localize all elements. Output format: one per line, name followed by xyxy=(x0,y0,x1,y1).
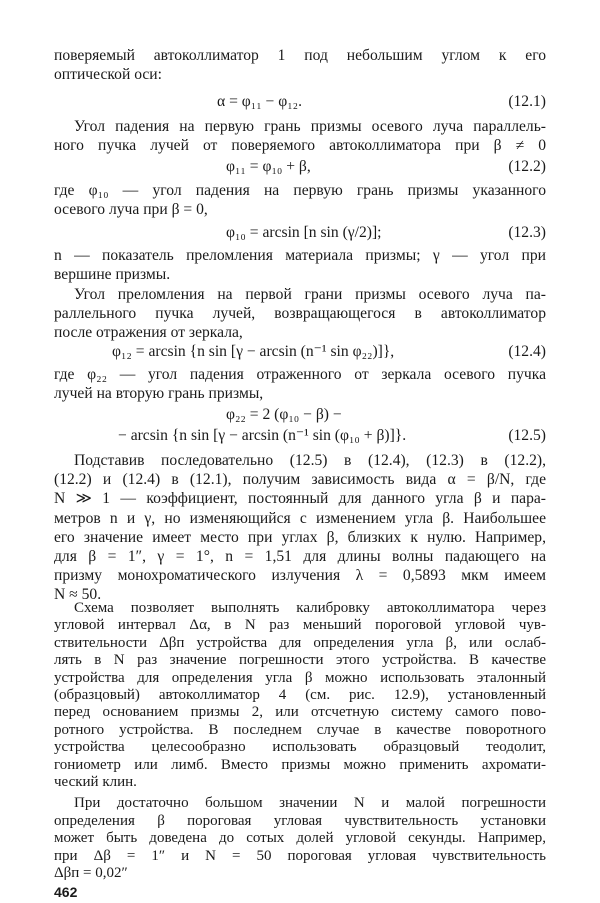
text-line: может быть доведена до сотых долей угловой секунды. Например, xyxy=(54,830,546,847)
text-line: (12.2) и (12.4) в (12.1), получим зависимость вида α = β/N, где xyxy=(54,471,546,488)
text-line: призму монохроматического излучения λ = 0,5893 мкм имеем xyxy=(54,567,546,584)
text-line: ствительности Δβп устройства для определения угла β, или ослаб- xyxy=(54,634,546,651)
equation-expression: φ₁₁ = φ₁₀ + β, xyxy=(226,158,311,175)
equation-number: (12.2) xyxy=(508,158,546,175)
text-line: оптической оси: xyxy=(54,66,162,83)
text-line: раллельного пучка лучей, возвращающегося в автоколлиматор xyxy=(54,305,546,322)
text-line: Угол падения на первую грань призмы осевого луча параллель- xyxy=(74,118,546,135)
text-line: после отражения от зеркала, xyxy=(54,324,243,341)
text-line: ческий клин. xyxy=(54,774,137,790)
text-line: вершине призмы. xyxy=(54,266,171,283)
equation-number: (12.1) xyxy=(508,93,546,110)
equation-expression: α = φ₁₁ − φ₁₂. xyxy=(217,93,302,110)
text-line: n — показатель преломления материала призмы; γ — угол при xyxy=(54,247,546,264)
text-line: где φ₁₀ — угол падения на первую грань призмы указанного xyxy=(54,182,546,199)
text-line: (образцовый) автоколлиматор 4 (см. рис. 12.9), установленный xyxy=(54,687,546,703)
text-line: N ≈ 50. xyxy=(54,586,102,603)
text-line: перед основанием призмы 2, или отсчетную систему самого пово- xyxy=(54,704,546,721)
text-line: Подставив последовательно (12.5) в (12.4), (12.3) в (12.2), xyxy=(74,452,546,469)
text-line: N ≫ 1 — коэффициент, постоянный для данного угла β и пара- xyxy=(54,490,546,507)
text-line: При достаточно большом значении N и малой погрешности xyxy=(74,795,546,812)
equation-expression: φ₂₂ = 2 (φ₁₀ − β) − xyxy=(226,406,342,423)
text-line: Схема позволяет выполнять калибровку автоколлиматора через xyxy=(74,600,546,616)
text-line: лять в N раз значение погрешности этого устройства. В качестве xyxy=(54,652,546,669)
text-line: гониометр или лимб. Вместо призмы можно применить ахромати- xyxy=(54,756,546,773)
text-line: при Δβ = 1″ и N = 50 пороговая угловая чувствительность xyxy=(54,847,546,864)
text-line: где φ₂₂ — угол падения отраженного от зеркала осевого пучка xyxy=(54,366,546,383)
text-line: устройства целесообразно использовать образцовый теодолит, xyxy=(54,739,546,756)
text-line: осевого луча при β = 0, xyxy=(54,201,208,218)
text-line: Δβп = 0,02″ xyxy=(54,865,128,881)
page-number: 462 xyxy=(54,884,78,901)
text-line: Угол преломления на первой грани призмы осевого луча па- xyxy=(74,286,546,303)
text-line: метров n и γ, но изменяющийся с изменением угла β. Наибольшее xyxy=(54,510,546,527)
text-line: устройства для определения угла β можно использовать эталонный xyxy=(54,669,546,686)
equation-expression: − arcsin {n sin [γ − arcsin (n⁻¹ sin (φ₁₀ + β)]}. xyxy=(118,427,407,444)
equation-number: (12.3) xyxy=(508,224,546,241)
equation-expression: φ₁₀ = arcsin [n sin (γ/2)]; xyxy=(226,224,382,241)
text-line: для β = 1″, γ = 1°, n = 1,51 для длины волны падающего на xyxy=(54,548,546,565)
equation-number: (12.5) xyxy=(508,427,546,444)
text-line: лучей на вторую грань призмы, xyxy=(54,385,264,402)
equation-number: (12.4) xyxy=(508,343,546,360)
text-line: поверяемый автоколлиматор 1 под небольшим углом к его xyxy=(54,47,546,64)
text-line: ротного устройства. В последнем случае в качестве поворотного xyxy=(54,721,546,738)
text-line: угловой интервал Δα, в N раз меньший пороговой угловой чув- xyxy=(54,617,546,634)
text-line: ного пучка лучей от поверяемого автоколлиматора при β ≠ 0 xyxy=(54,137,546,154)
equation-expression: φ₁₂ = arcsin {n sin [γ − arcsin (n⁻¹ sin φ₂₂)]}, xyxy=(112,343,395,360)
text-line: его значение имеет место при углах β, близких к нулю. Например, xyxy=(54,529,546,546)
text-line: определения β пороговая угловая чувствительность установки xyxy=(54,812,546,829)
